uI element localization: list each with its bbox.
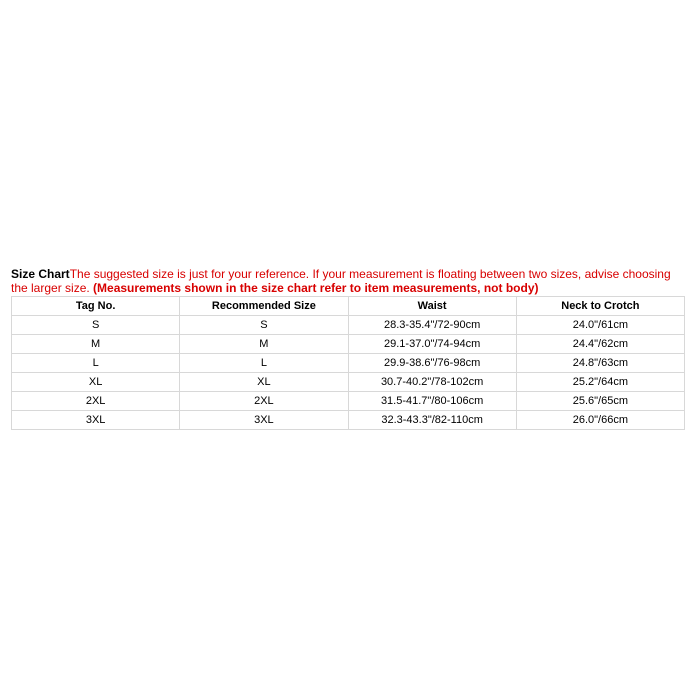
cell-tag-no: XL <box>12 373 180 392</box>
size-chart-intro <box>11 267 685 295</box>
size-chart-note: The suggested size is just for your reference. If your measurement is floating between two sizes, advise choosing the larger size. <box>11 267 671 295</box>
header-tag-no: Tag No. <box>12 297 180 316</box>
size-chart <box>11 267 685 430</box>
cell-tag-no: 2XL <box>12 392 180 411</box>
cell-tag-no: M <box>12 335 180 354</box>
cell-waist: 32.3-43.3"/82-110cm <box>348 411 516 430</box>
cell-tag-no: L <box>12 354 180 373</box>
cell-neck-to-crotch: 24.8"/63cm <box>516 354 684 373</box>
header-waist: Waist <box>348 297 516 316</box>
size-table <box>11 296 685 430</box>
cell-waist: 30.7-40.2"/78-102cm <box>348 373 516 392</box>
header-neck-to-crotch: Neck to Crotch <box>516 297 684 316</box>
header-recommended-size: Recommended Size <box>180 297 348 316</box>
cell-neck-to-crotch: 24.4"/62cm <box>516 335 684 354</box>
cell-recommended-size: 3XL <box>180 411 348 430</box>
size-chart-emphasis: (Measurements shown in the size chart refer to item measurements, not body) <box>93 281 539 295</box>
cell-waist: 29.9-38.6"/76-98cm <box>348 354 516 373</box>
cell-waist: 28.3-35.4"/72-90cm <box>348 316 516 335</box>
cell-recommended-size: L <box>180 354 348 373</box>
table-row <box>12 335 685 354</box>
cell-neck-to-crotch: 24.0"/61cm <box>516 316 684 335</box>
cell-recommended-size: 2XL <box>180 392 348 411</box>
table-row <box>12 316 685 335</box>
size-chart-title: Size Chart <box>11 267 70 281</box>
cell-tag-no: 3XL <box>12 411 180 430</box>
cell-neck-to-crotch: 26.0"/66cm <box>516 411 684 430</box>
cell-recommended-size: XL <box>180 373 348 392</box>
cell-waist: 31.5-41.7"/80-106cm <box>348 392 516 411</box>
table-row <box>12 392 685 411</box>
table-row <box>12 373 685 392</box>
cell-tag-no: S <box>12 316 180 335</box>
cell-neck-to-crotch: 25.6"/65cm <box>516 392 684 411</box>
cell-waist: 29.1-37.0"/74-94cm <box>348 335 516 354</box>
table-row <box>12 411 685 430</box>
header-row <box>12 297 685 316</box>
table-row <box>12 354 685 373</box>
cell-neck-to-crotch: 25.2"/64cm <box>516 373 684 392</box>
cell-recommended-size: S <box>180 316 348 335</box>
cell-recommended-size: M <box>180 335 348 354</box>
